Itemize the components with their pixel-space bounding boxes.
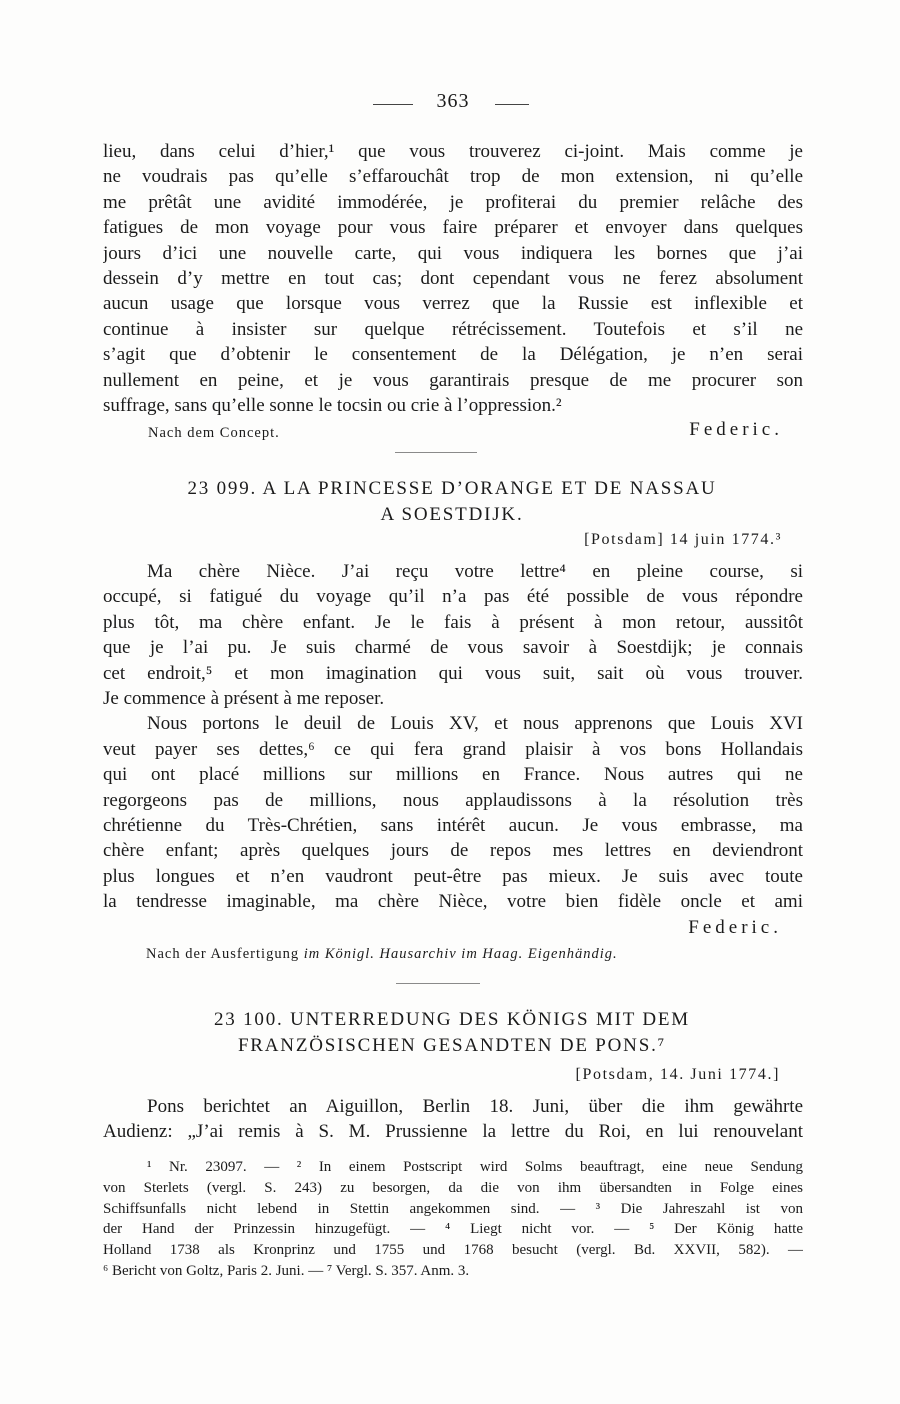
body-line: Audienz: „J’ai remis à S. M. Prussienne la lettre du Roi, en lui renouvelant [103,1121,803,1143]
footnotes [103,1157,803,1282]
item-heading: 23 100. UNTERREDUNG DES KÖNIGS MIT DEM [213,1009,691,1030]
letter-heading-addressee: A SOESTDIJK. [380,504,524,525]
body-line: Nous portons le deuil de Louis XV, et nous apprenons que Louis XVI [147,713,803,735]
body-line: fatigues de mon voyage pour vous faire préparer et envoyer dans quelques [103,217,803,239]
item-heading-line-2: FRANZÖSISCHEN GESANDTEN DE PONS.⁷ [237,1035,667,1056]
section-divider [396,983,480,984]
body-line: dessein d’y mettre en tout cas; dont cependant vous ne ferez absolument [103,267,803,289]
footnote-line: ⁶ Bericht von Goltz, Paris 2. Juni. — ⁷ Vergl. S. 357. Anm. 3. [103,1262,470,1279]
page-number: 363 [436,90,470,112]
body-line: s’agit que d’obtenir le consentement de la Délégation, je n’en serai [103,344,803,366]
body-line: Pons berichtet an Aiguillon, Berlin 18. Juni, über die ihm gewährte [147,1096,803,1117]
body-line: nullement en peine, et je vous garantirais presque de me procurer son [103,369,803,391]
dateline: [Potsdam, 14. Juni 1774.] [575,1066,780,1083]
footnote-line: Schiffsunfalls nicht lebend in Stettin angekommen sind. — ³ Die Jahreszahl ist von [103,1200,803,1217]
dateline: [Potsdam] 14 juin 1774.³ [584,531,782,548]
footnote-line: von Sterlets (vergl. S. 243) zu besorgen, da die von ihm übersandten in Folge eines [103,1179,803,1196]
body-line: que je l’ai pu. Je suis charmé de vous savoir à Soestdijk; je connais [103,637,803,659]
body-line: qui ont placé millions sur millions en France. Nous autres qui ne [103,764,803,786]
body-line: me prêtât une avidité immodérée, je profiterai du premier relâche des [103,191,803,213]
signature: Federic. [688,917,782,938]
signature: Federic. [689,419,783,440]
body-line: Je commence à présent à me reposer. [103,687,385,709]
letter-23099-text [103,559,803,914]
body-line: chère enfant; après quelques jours de repos mes lettres en deviendront [103,840,803,862]
body-line: lieu, dans celui d’hier,¹ que vous trouverez ci-joint. Mais comme je [103,141,803,162]
body-line: regorgeons pas de millions, nous applaudissons à la résolution très [103,789,803,811]
source-note-archive: im Königl. Hausarchiv im Haag. Eigenhändig. [303,946,618,962]
body-line: ne voudrais pas qu’elle s’effarouchât trop de mon extension, ni qu’elle [103,166,803,188]
body-line: plus tôt, ma chère enfant. Je le fais à présent à mon retour, aussitôt [103,611,803,633]
source-note: Nach dem Concept. [148,425,280,441]
section-divider [395,452,477,453]
source-note [146,946,618,963]
body-line: veut payer ses dettes,⁶ ce qui fera grand plaisir à vos bons Hollandais [103,738,803,760]
body-line: continue à insister sur quelque rétrécissement. Toutefois et s’il ne [103,318,803,340]
body-line: jours d’ici une nouvelle carte, qui vous indiquera les bornes que j’ai [103,242,803,264]
footnote-line: Holland 1738 als Kronprinz und 1755 und 1768 besucht (vergl. Bd. XXVII, 582). — [103,1242,803,1259]
footnote-line: der Hand der Prinzessin hinzugefügt. — ⁴ Liegt nicht vor. — ⁵ Der König hatte [103,1221,803,1238]
header-right-dash [495,104,529,105]
previous-letter-text [103,139,803,418]
letter-heading: 23 099. A LA PRINCESSE D’ORANGE ET DE NASSAU [187,478,717,499]
body-line: Ma chère Nièce. J’ai reçu votre lettre⁴ en pleine course, si [147,561,803,582]
body-line: suffrage, sans qu’elle sonne le tocsin ou crie à l’oppression.² [103,394,562,416]
body-line: cet endroit,⁵ et mon imagination qui vous suit, sait où vous trouver. [103,662,803,684]
body-line: la tendresse imaginable, ma chère Nièce, votre bien fidèle oncle et ami [103,891,803,913]
body-line: aucun usage que lorsque vous verrez que la Russie est inflexible et [103,293,803,315]
body-line: chrétienne du Très-Chrétien, sans intérêt aucun. Je vous embrasse, ma [103,814,803,836]
item-23100-text [103,1094,803,1145]
footnote-line: ¹ Nr. 23097. — ² In einem Postscript wird Solms beauftragt, eine neue Sendung [147,1159,803,1175]
body-line: plus longues et n’en vaudront peut-être pas mieux. Je suis avec toute [103,865,803,887]
source-note-prefix: Nach der Ausfertigung [146,946,300,962]
body-line: occupé, si fatigué du voyage qu’il n’a pas été possible de vous répondre [103,586,803,608]
